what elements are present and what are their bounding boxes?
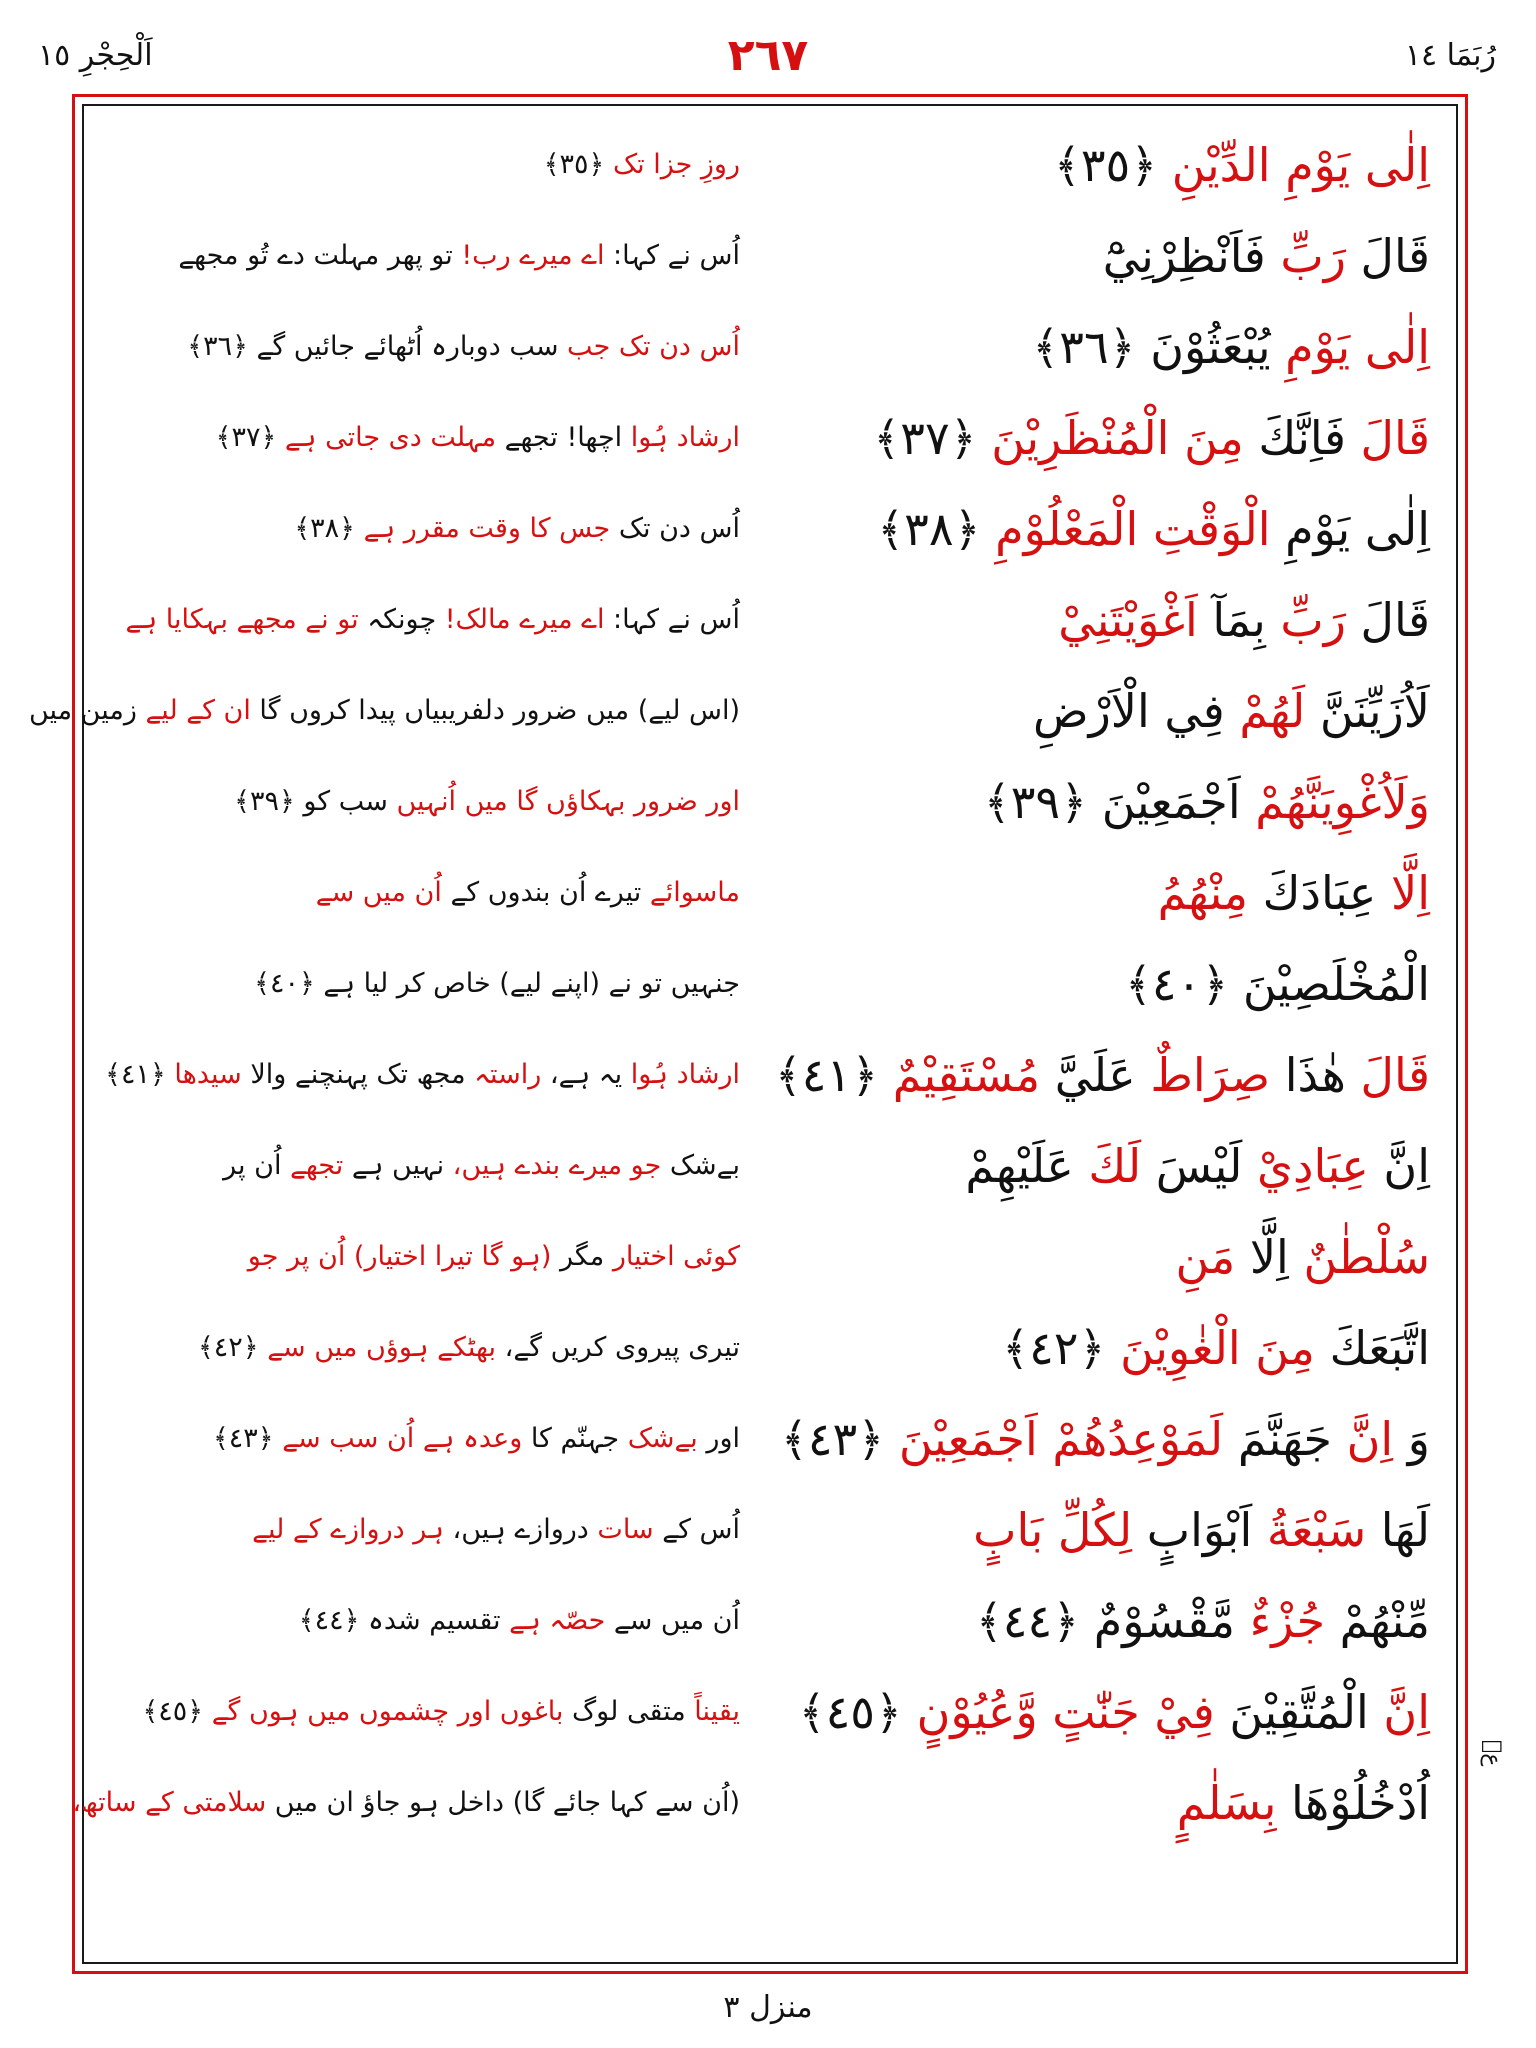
arabic-segment: عِبَادِيْ	[1242, 1139, 1369, 1193]
arabic-segment: لَهُمْ	[1224, 684, 1306, 738]
urdu-segment: جس کا وقت مقرر ہے	[354, 513, 611, 544]
urdu-segment: تجھے	[281, 1150, 344, 1181]
arabic-segment: اِنَّ	[1368, 1685, 1430, 1739]
verse-row	[100, 1675, 1440, 1766]
arabic-segment: مَنِ	[1175, 1230, 1236, 1284]
urdu-segment: (ہو گا تیرا اختیار) اُن پر جو	[247, 1241, 552, 1272]
arabic-segment: لِكُلِّ	[1043, 1503, 1133, 1557]
arabic-segment: اِلَّا	[1376, 866, 1430, 920]
verse-row	[100, 1584, 1440, 1675]
arabic-segment: اَجْمَعِيْنَ ﴿٣٩﴾	[983, 775, 1241, 829]
arabic-segment: عَلَيْهِمْ	[965, 1139, 1074, 1193]
urdu-segment: ہر دروازے کے لیے	[252, 1514, 444, 1545]
urdu-segment: (اس لیے) میں ضرور دلفریبیاں پیدا کروں گا	[250, 695, 740, 726]
arabic-segment: فَاِنَّكَ	[1243, 411, 1346, 465]
urdu-segment: ﴿٤١﴾	[105, 1059, 166, 1090]
verse-row	[100, 1311, 1440, 1402]
urdu-segment: مگر	[551, 1241, 605, 1272]
arabic-segment: ﴿٣٨﴾	[877, 502, 981, 556]
arabic-segment: فَاَنْظِرْنِيْٓ	[1102, 229, 1266, 283]
urdu-segment: راستہ	[465, 1059, 542, 1090]
arabic-verse	[730, 1131, 1430, 1201]
urdu-segment: متقی لوگ	[563, 1696, 686, 1727]
arabic-segment: رَبِّ	[1265, 229, 1346, 283]
verse-row	[100, 1493, 1440, 1584]
urdu-segment: ارشاد ہُوا	[622, 422, 740, 453]
arabic-segment: وَّعُيُوْنٍ	[901, 1685, 1038, 1739]
urdu-translation	[100, 777, 740, 827]
arabic-verse	[730, 1495, 1430, 1565]
urdu-translation	[100, 1414, 740, 1464]
urdu-segment: اُس نے کہا:	[604, 604, 740, 635]
verse-row	[100, 310, 1440, 401]
arabic-segment: جَهَنَّمَ	[1223, 1412, 1332, 1466]
urdu-translation	[28, 686, 740, 736]
urdu-segment: ماسوائے	[641, 877, 740, 908]
urdu-segment: مجھ تک پہنچنے والا	[241, 1059, 466, 1090]
surah-name: اَلْحِجْرِ ١٥	[38, 38, 153, 73]
arabic-segment: ﴿٤٣﴾	[780, 1412, 885, 1466]
arabic-segment: سَبْعَةُ	[1252, 1503, 1367, 1557]
verse-row	[100, 1038, 1440, 1129]
urdu-translation	[100, 868, 740, 918]
verse-row	[100, 1129, 1440, 1220]
urdu-segment: ﴿٤٢﴾	[197, 1332, 259, 1363]
verse-row	[100, 856, 1440, 947]
urdu-segment: اچھا! تجھے	[496, 422, 623, 453]
urdu-segment: ﴿٣٨﴾	[294, 513, 355, 544]
arabic-verse	[730, 858, 1430, 928]
arabic-verse	[730, 403, 1430, 473]
urdu-segment: تو پھر مہلت دے تُو مجھے	[178, 240, 453, 271]
arabic-segment: عِبَادَكَ	[1247, 866, 1377, 920]
urdu-segment: یقیناً	[685, 1696, 740, 1727]
urdu-segment: جنہیں تو نے (اپنے لیے) خاص کر لیا ہے ﴿٤٠﴾	[254, 968, 740, 999]
urdu-translation	[100, 504, 740, 554]
arabic-verse	[730, 1313, 1430, 1383]
urdu-segment: اُن پر	[223, 1150, 282, 1181]
arabic-segment: فِي الْاَرْضِ	[1032, 684, 1225, 738]
arabic-segment: قَالَ	[1345, 411, 1430, 465]
verse-row	[100, 401, 1440, 492]
arabic-segment: هٰذَا	[1270, 1048, 1346, 1102]
urdu-segment: اور	[697, 1423, 740, 1454]
arabic-verse	[730, 767, 1430, 837]
arabic-segment: عَلَيَّ	[1040, 1048, 1136, 1102]
arabic-segment: مَّقْسُوْمٌ ﴿٤٤﴾	[975, 1594, 1235, 1648]
urdu-segment: بےشک	[619, 1423, 698, 1454]
verse-row	[100, 947, 1440, 1038]
urdu-segment: (اُن سے کہا جائے گا) داخل ہو جاؤ ان میں	[266, 1787, 740, 1818]
urdu-segment: اے میرے رب!	[452, 240, 605, 271]
verse-row	[100, 765, 1440, 856]
urdu-segment: اور ضرور بہکاؤں گا میں اُنہیں	[387, 786, 740, 817]
urdu-segment: سات	[588, 1514, 654, 1545]
arabic-segment: سُلْطٰنٌ	[1288, 1230, 1430, 1284]
arabic-segment: الْمُخْلَصِيْنَ ﴿٤٠﴾	[1124, 957, 1430, 1011]
arabic-segment: اتَّبَعَكَ	[1314, 1321, 1430, 1375]
arabic-segment: مِنَ الْمُنْظَرِيْنَ	[976, 411, 1244, 465]
arabic-segment: لَكَ	[1073, 1139, 1142, 1193]
verse-row	[100, 128, 1440, 219]
urdu-segment: روزِ جزا تک	[604, 149, 740, 180]
arabic-verse	[730, 1768, 1430, 1838]
urdu-translation	[100, 1232, 740, 1282]
urdu-translation	[100, 1687, 740, 1737]
verse-row	[100, 492, 1440, 583]
arabic-segment: لَمَوْعِدُهُمْ اَجْمَعِيْنَ	[884, 1412, 1224, 1466]
arabic-segment: اَبْوَابٍ	[1132, 1503, 1253, 1557]
arabic-segment: وَ	[1393, 1412, 1430, 1466]
arabic-segment: رَبِّ	[1265, 593, 1346, 647]
urdu-segment: اُس دن تک جب	[558, 331, 740, 362]
arabic-segment: الْوَقْتِ الْمَعْلُوْمِ	[980, 502, 1271, 556]
urdu-segment: جہنّم کا	[522, 1423, 620, 1454]
arabic-segment: لَهَا	[1366, 1503, 1430, 1557]
urdu-segment: اے میرے مالک!	[436, 604, 605, 635]
arabic-segment: مِنْهُمُ	[1157, 866, 1248, 920]
arabic-segment: قَالَ	[1345, 1048, 1430, 1102]
urdu-segment: اُس کے	[653, 1514, 740, 1545]
urdu-segment: مہلت دی جاتی ہے	[276, 422, 497, 453]
urdu-segment: اُس دن تک	[610, 513, 740, 544]
urdu-segment: باغوں اور چشموں میں ہوں گے	[203, 1696, 564, 1727]
urdu-segment: تیرے اُن بندوں کے	[441, 877, 642, 908]
arabic-segment: قَالَ	[1345, 229, 1430, 283]
urdu-segment: بےشک	[661, 1150, 740, 1181]
urdu-translation	[100, 413, 740, 463]
urdu-segment: تیری پیروی کریں گے،	[496, 1332, 740, 1363]
arabic-verse	[730, 1586, 1430, 1656]
arabic-segment: لَاُزَيِّنَنَّ	[1305, 684, 1430, 738]
verse-row	[100, 1402, 1440, 1493]
juz-name: رُبَمَا ١٤	[1404, 38, 1496, 73]
urdu-translation	[72, 1778, 740, 1828]
urdu-translation	[100, 1141, 740, 1191]
arabic-verse	[730, 676, 1430, 746]
arabic-segment: قَالَ	[1345, 593, 1430, 647]
arabic-segment: اِلٰى يَوْمِ	[1270, 502, 1430, 556]
ruku-mark: عۖ	[1480, 1740, 1505, 1767]
urdu-segment: بھٹکے ہوؤں میں سے	[258, 1332, 497, 1363]
arabic-verse	[730, 1040, 1430, 1110]
arabic-segment: يُبْعَثُوْنَ ﴿٣٦﴾	[1032, 320, 1271, 374]
urdu-segment: تقسیم شدہ ﴿٤٤﴾	[298, 1605, 501, 1636]
urdu-segment: حصّہ ہے	[500, 1605, 606, 1636]
urdu-segment: دروازے ہیں،	[443, 1514, 589, 1545]
urdu-segment: تو نے مجھے بہکایا ہے	[125, 604, 359, 635]
arabic-segment: بَابٍ	[973, 1503, 1044, 1557]
arabic-segment: اُدْخُلُوْهَا	[1276, 1776, 1430, 1830]
verse-row	[100, 1220, 1440, 1311]
arabic-segment: لَيْسَ	[1141, 1139, 1243, 1193]
arabic-segment: ﴿٣٥﴾	[1053, 138, 1158, 192]
arabic-segment: اِلٰى يَوْمِ	[1270, 320, 1430, 374]
urdu-translation	[100, 1050, 740, 1100]
urdu-segment: یہ ہے،	[541, 1059, 623, 1090]
urdu-segment: سب دوبارہ اُٹھائے جائیں گے ﴿٣٦﴾	[187, 331, 559, 362]
urdu-segment: سلامتی کے ساتھ،	[72, 1787, 267, 1818]
urdu-segment: ﴿٤٥﴾	[142, 1696, 204, 1727]
arabic-segment: مِنَ الْغٰوِيْنَ	[1105, 1321, 1315, 1375]
urdu-translation	[100, 231, 740, 281]
arabic-segment: الْمُتَّقِيْنَ	[1214, 1685, 1369, 1739]
urdu-segment: چونکہ	[358, 604, 437, 635]
arabic-segment: بِمَآ	[1197, 593, 1266, 647]
arabic-segment: وَلَاُغْوِيَنَّهُمْ	[1240, 775, 1430, 829]
arabic-segment: جُزْءٌ	[1234, 1594, 1326, 1648]
urdu-segment: اُن میں سے	[605, 1605, 740, 1636]
arabic-segment: اِنَّ	[1368, 1139, 1430, 1193]
verse-row	[100, 219, 1440, 310]
verse-rows	[28, 128, 1440, 1857]
arabic-verse	[730, 221, 1430, 291]
urdu-segment: ﴿٣٥﴾	[543, 149, 605, 180]
urdu-segment: نہیں ہے	[343, 1150, 445, 1181]
manzil-footer: منزل ٣	[723, 1990, 813, 2025]
verse-row	[72, 1766, 1440, 1857]
urdu-segment: اُن میں سے	[315, 877, 442, 908]
urdu-segment: سیدھا	[165, 1059, 242, 1090]
arabic-segment: اِنَّ	[1331, 1412, 1394, 1466]
urdu-segment: وعدہ ہے اُن سب سے	[273, 1423, 523, 1454]
urdu-segment: زمین میں	[28, 695, 137, 726]
arabic-segment: مِّنْهُمْ	[1325, 1594, 1430, 1648]
arabic-segment: ﴿٤٥﴾	[798, 1685, 902, 1739]
urdu-translation	[100, 140, 740, 190]
arabic-verse	[730, 312, 1430, 382]
arabic-verse	[730, 949, 1430, 1019]
arabic-verse	[730, 494, 1430, 564]
arabic-segment: اِلَّا	[1235, 1230, 1289, 1284]
urdu-segment: اُس نے کہا:	[604, 240, 740, 271]
urdu-translation	[100, 1323, 740, 1373]
page-number: ٢٦٧	[727, 30, 809, 81]
urdu-segment: ﴿٤٣﴾	[212, 1423, 274, 1454]
urdu-translation	[100, 959, 740, 1009]
verse-row	[100, 583, 1440, 674]
urdu-segment: کوئی اختیار	[604, 1241, 740, 1272]
verse-row	[28, 674, 1440, 765]
urdu-translation	[100, 1596, 740, 1646]
arabic-segment: اِلٰى يَوْمِ الدِّيْنِ	[1157, 138, 1430, 192]
urdu-segment: ان کے لیے	[136, 695, 251, 726]
urdu-translation	[100, 322, 740, 372]
arabic-verse	[730, 1222, 1430, 1292]
urdu-segment: ﴿٣٧﴾	[215, 422, 277, 453]
arabic-segment: مُسْتَقِيْمٌ	[878, 1048, 1041, 1102]
arabic-verse	[730, 130, 1430, 200]
urdu-segment: ارشاد ہُوا	[622, 1059, 740, 1090]
arabic-segment: اَغْوَيْتَنِيْ	[1058, 593, 1198, 647]
urdu-segment: جو میرے بندے ہیں،	[444, 1150, 662, 1181]
arabic-verse	[730, 1404, 1430, 1474]
arabic-verse	[730, 1677, 1430, 1747]
arabic-verse	[730, 585, 1430, 655]
urdu-translation	[100, 595, 740, 645]
arabic-segment: بِسَلٰمٍ	[1176, 1776, 1277, 1830]
arabic-segment: صِرَاطٌ	[1135, 1048, 1271, 1102]
arabic-segment: ﴿٤١﴾	[774, 1048, 879, 1102]
arabic-segment: ﴿٣٧﴾	[873, 411, 977, 465]
urdu-translation	[100, 1505, 740, 1555]
arabic-segment: فِيْ جَنّٰتٍ	[1037, 1685, 1215, 1739]
arabic-segment: ﴿٤٢﴾	[1002, 1321, 1106, 1375]
urdu-segment: سب کو ﴿٣٩﴾	[234, 786, 388, 817]
